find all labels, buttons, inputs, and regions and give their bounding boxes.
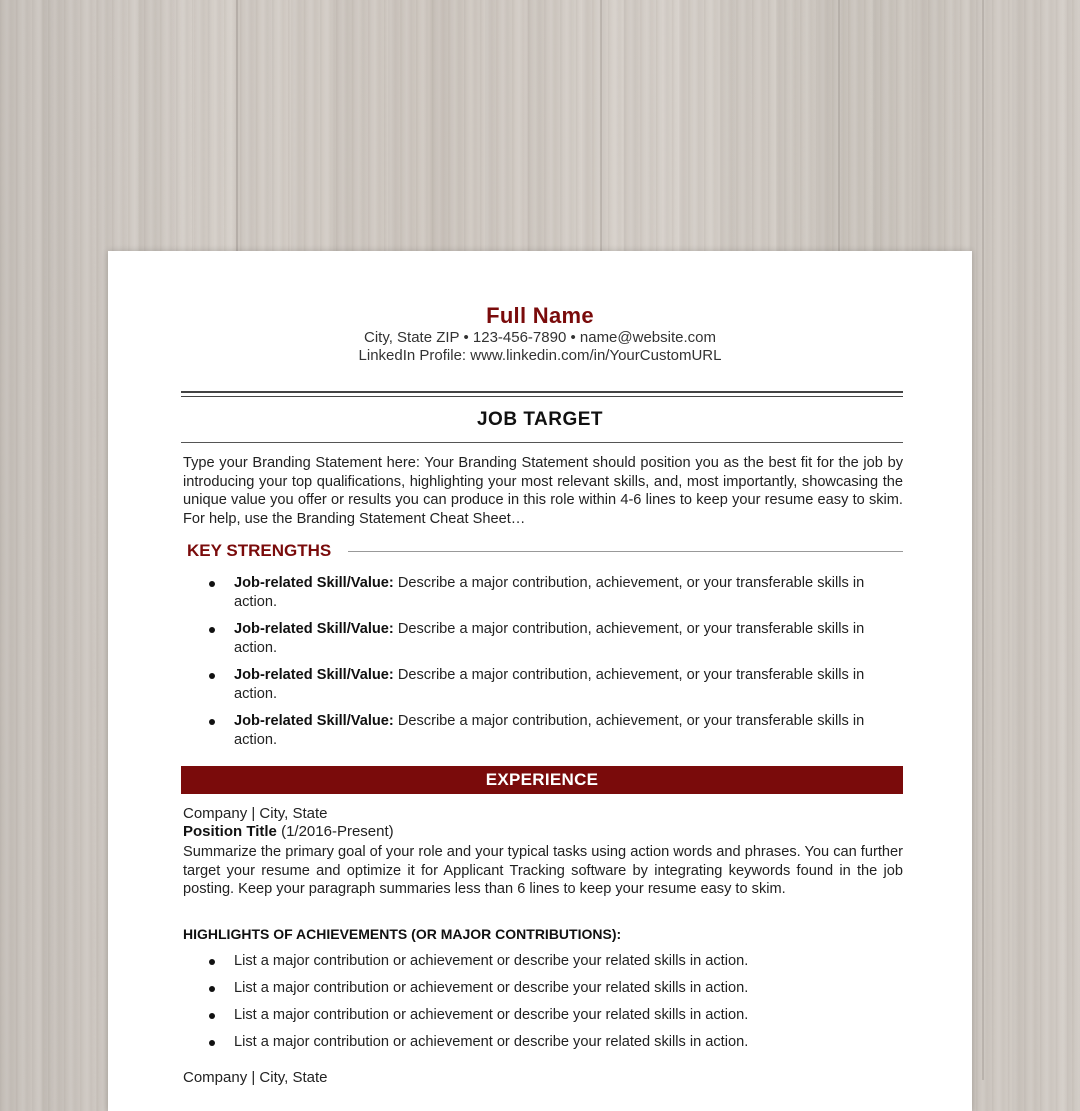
list-item [205,979,905,998]
skill-label: Job-related Skill/Value: [234,667,394,683]
skill-label: Job-related Skill/Value: [234,713,394,729]
list-item [205,1006,905,1025]
bullet-icon [209,986,215,992]
position-title: Position Title [183,823,277,840]
achievement-text: List a major contribution or achievement or describe your related skills in action. [234,1034,749,1050]
key-strengths-list [205,574,905,758]
list-item [205,574,905,611]
list-item [205,1033,905,1052]
skill-description: Describe a major contribution, achievement, or your transferable skills in action. [234,575,865,610]
bullet-icon [209,1013,215,1019]
header-divider [181,391,903,397]
list-item [205,952,905,971]
highlights-heading: HIGHLIGHTS OF ACHIEVEMENTS (OR MAJOR CONTRIBUTIONS): [183,926,622,942]
bullet-icon [209,627,215,633]
linkedin-line: LinkedIn Profile: www.linkedin.com/in/YourCustomURL [358,347,722,364]
skill-description: Describe a major contribution, achievement, or your transferable skills in action. [234,621,865,656]
key-strengths-divider [348,551,903,552]
key-strengths-heading: KEY STRENGTHS [187,541,337,561]
job-target-heading: JOB TARGET [476,409,604,430]
skill-description: Describe a major contribution, achievement, or your transferable skills in action. [234,667,865,702]
achievement-text: List a major contribution or achievement or describe your related skills in action. [234,1007,749,1023]
achievements-list [205,952,905,1060]
skill-description: Describe a major contribution, achievement, or your transferable skills in action. [234,713,865,748]
contact-line: City, State ZIP • 123-456-7890 • name@website.com [363,329,716,346]
position-dates: (1/2016-Present) [276,823,394,840]
bullet-icon [209,719,215,725]
list-item [205,620,905,657]
wood-seam [982,0,984,1080]
achievement-text: List a major contribution or achievement or describe your related skills in action. [234,953,749,969]
bullet-icon [209,1040,215,1046]
resume-page [108,251,972,1111]
position-line [183,823,394,840]
resume-name: Full Name [486,303,594,328]
company-line: Company | City, State [183,1069,328,1086]
skill-label: Job-related Skill/Value: [234,575,394,591]
bullet-icon [209,581,215,587]
achievement-text: List a major contribution or achievement or describe your related skills in action. [234,980,749,996]
role-summary: Summarize the primary goal of your role and your typical tasks using action words and phrases. You can further target your resume and optimize it for Applicant Tracking software by integrating keywords found in the job posting. Keep your paragraph summaries less than 6 lines to keep your resume easy to skim. [183,844,903,897]
bullet-icon [209,959,215,965]
company-line: Company | City, State [183,805,328,822]
branding-statement: Type your Branding Statement here: Your Branding Statement should position you as the best fit for the job by introducing your top qualifications, highlighting your most relevant skills, and, most importantly, showcasing the unique value you offer or results you can produce in this role within 4-6 lines to keep your resume easy to skim. For help, use the Branding Statement Cheat Sheet… [183,455,903,527]
bullet-icon [209,673,215,679]
job-target-divider [181,442,903,443]
experience-heading: EXPERIENCE [181,766,903,794]
list-item [205,666,905,703]
list-item [205,712,905,749]
skill-label: Job-related Skill/Value: [234,621,394,637]
